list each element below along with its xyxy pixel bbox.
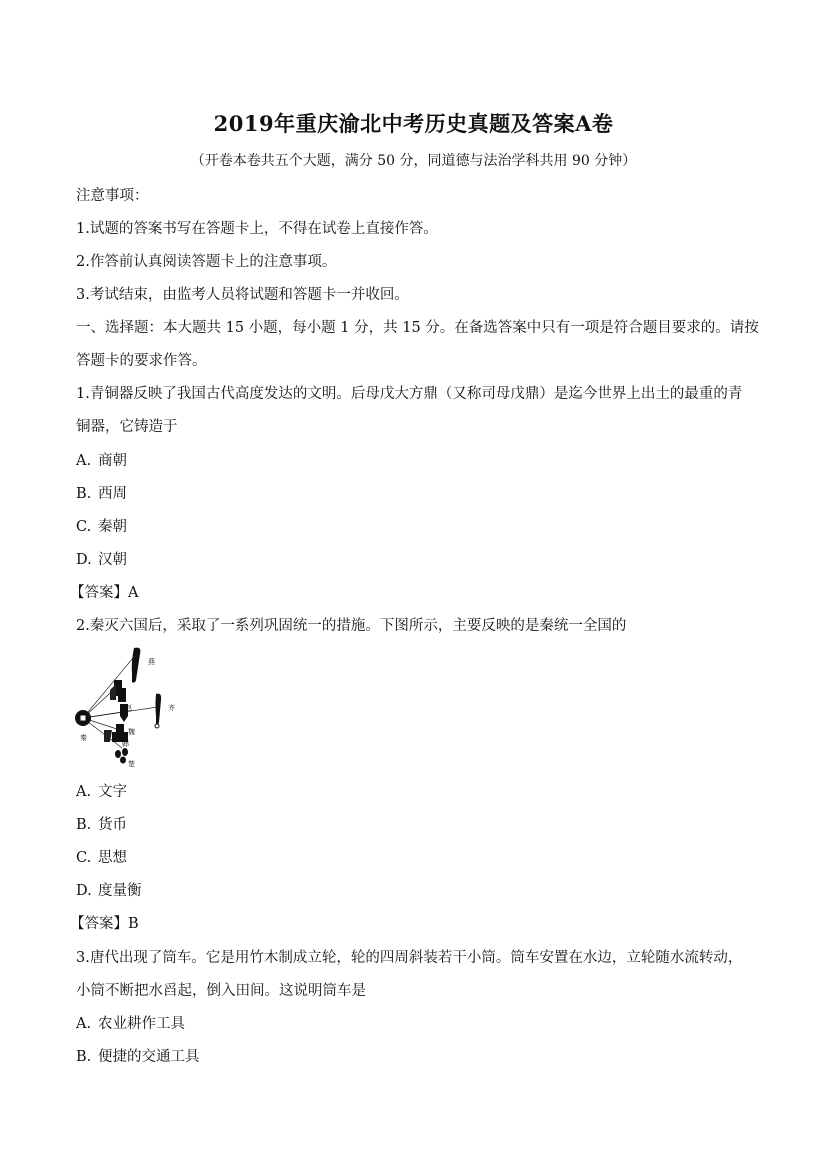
option-b: B. 货币: [76, 817, 127, 833]
figure-label-qi: 齐: [168, 704, 175, 712]
question-stem: 3.唐代出现了筒车。它是用竹木制成立轮，轮的四周斜装若干小筒。筒车安置在水边，立轮随水流转动，: [76, 950, 743, 966]
answer-label: 【答案】A: [70, 585, 139, 601]
option-b: B. 便捷的交通工具: [76, 1049, 200, 1065]
option-d: D. 度量衡: [76, 883, 142, 899]
figure-label-wei: 魏: [128, 728, 135, 736]
section-heading-cont: 答题卡的要求作答。: [76, 353, 207, 369]
option-a: A. 商朝: [76, 453, 127, 469]
question-stem-cont: 小筒不断把水舀起，倒入田间。这说明筒车是: [76, 983, 366, 999]
figure-label-qin: 秦: [80, 734, 87, 742]
option-c: C. 思想: [76, 850, 127, 866]
figure-label-zhao: 赵: [125, 704, 132, 712]
coin-unification-diagram-icon: [70, 644, 200, 774]
note-item: 2.作答前认真阅读答题卡上的注意事项。: [76, 254, 337, 270]
option-d: D. 汉朝: [76, 552, 127, 568]
section-heading: 一、选择题：本大题共 15 小题，每小题 1 分，共 15 分。在备选答案中只有一项是符合题目要求的。请按: [76, 320, 759, 336]
page-subtitle: （开卷本卷共五个大题，满分 50 分，同道德与法治学科共用 90 分钟）: [190, 153, 637, 169]
figure-label-han: 韩: [122, 740, 129, 748]
figure-label-chu: 楚: [128, 760, 135, 768]
page-title: 2019年重庆渝北中考历史真题及答案A卷: [213, 111, 614, 136]
question-stem: 1.青铜器反映了我国古代高度发达的文明。后母戊大方鼎（又称司母戊鼎）是迄今世界上出土的最重的青: [76, 386, 743, 402]
option-b: B. 西周: [76, 486, 127, 502]
option-a: A. 农业耕作工具: [76, 1016, 185, 1032]
note-item: 1.试题的答案书写在答题卡上，不得在试卷上直接作答。: [76, 221, 438, 237]
figure-label-yan: 燕: [148, 658, 155, 666]
question-stem-cont: 铜器，它铸造于: [76, 419, 178, 435]
note-item: 3.考试结束，由监考人员将试题和答题卡一并收回。: [76, 287, 409, 303]
option-a: A. 文字: [76, 784, 127, 800]
question-stem: 2.秦灭六国后，采取了一系列巩固统一的措施。下图所示，主要反映的是秦统一全国的: [76, 618, 627, 634]
option-c: C. 秦朝: [76, 519, 127, 535]
answer-label: 【答案】B: [70, 916, 139, 932]
notes-header: 注意事项：: [76, 188, 149, 204]
